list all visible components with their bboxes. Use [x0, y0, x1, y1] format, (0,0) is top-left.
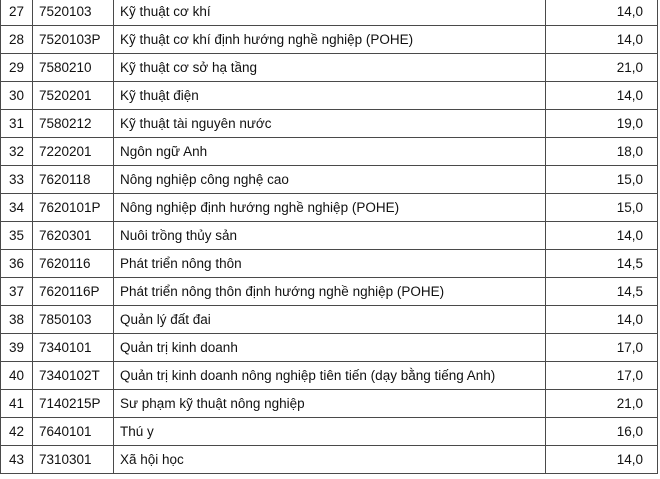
- table-row: [1, 306, 658, 334]
- major-name-cell: Phát triển nông thôn: [114, 250, 546, 278]
- major-name-cell: Thú y: [114, 418, 546, 446]
- table-row: [1, 250, 658, 278]
- row-number-cell: 34: [1, 194, 33, 222]
- row-number-cell: 40: [1, 362, 33, 390]
- score-cell: 14,0: [546, 446, 658, 474]
- major-name-cell: Ngôn ngữ Anh: [114, 138, 546, 166]
- score-cell: 14,0: [546, 222, 658, 250]
- major-name-cell: Nông nghiệp công nghệ cao: [114, 166, 546, 194]
- major-name-cell: Xã hội học: [114, 446, 546, 474]
- major-code-cell: 7620116: [33, 250, 114, 278]
- score-cell: 15,0: [546, 166, 658, 194]
- table-row: [1, 334, 658, 362]
- major-name-cell: Quản trị kinh doanh nông nghiệp tiên tiến (dạy bằng tiếng Anh): [114, 362, 546, 390]
- table-row: [1, 194, 658, 222]
- major-code-cell: 7340102T: [33, 362, 114, 390]
- table-row: [1, 418, 658, 446]
- score-cell: 14,0: [546, 26, 658, 54]
- row-number-cell: 38: [1, 306, 33, 334]
- score-cell: 14,0: [546, 82, 658, 110]
- score-cell: 17,0: [546, 334, 658, 362]
- row-number-cell: 36: [1, 250, 33, 278]
- table-row: [1, 446, 658, 474]
- major-code-cell: 7850103: [33, 306, 114, 334]
- major-name-cell: Phát triển nông thôn định hướng nghề nghiệp (POHE): [114, 278, 546, 306]
- major-name-cell: Kỹ thuật cơ khí định hướng nghề nghiệp (POHE): [114, 26, 546, 54]
- major-code-cell: 7580210: [33, 54, 114, 82]
- table-row: [1, 110, 658, 138]
- table-row: [1, 222, 658, 250]
- major-name-cell: Quản lý đất đai: [114, 306, 546, 334]
- major-name-cell: Kỹ thuật điện: [114, 82, 546, 110]
- row-number-cell: 29: [1, 54, 33, 82]
- row-number-cell: 30: [1, 82, 33, 110]
- major-name-cell: Nông nghiệp định hướng nghề nghiệp (POHE): [114, 194, 546, 222]
- table-row: [1, 138, 658, 166]
- table-row: [1, 362, 658, 390]
- table-row: [1, 0, 658, 26]
- row-number-cell: 31: [1, 110, 33, 138]
- major-code-cell: 7520103: [33, 0, 114, 26]
- table-row: [1, 26, 658, 54]
- row-number-cell: 33: [1, 166, 33, 194]
- major-name-cell: Nuôi trồng thủy sản: [114, 222, 546, 250]
- major-code-cell: 7220201: [33, 138, 114, 166]
- row-number-cell: 43: [1, 446, 33, 474]
- score-cell: 14,0: [546, 306, 658, 334]
- major-name-cell: Kỹ thuật cơ sở hạ tầng: [114, 54, 546, 82]
- major-code-cell: 7140215P: [33, 390, 114, 418]
- score-cell: 21,0: [546, 54, 658, 82]
- score-cell: 21,0: [546, 390, 658, 418]
- major-code-cell: 7640101: [33, 418, 114, 446]
- score-cell: 19,0: [546, 110, 658, 138]
- major-name-cell: Kỹ thuật cơ khí: [114, 0, 546, 26]
- score-cell: 16,0: [546, 418, 658, 446]
- table-row: [1, 82, 658, 110]
- score-cell: 14,0: [546, 0, 658, 26]
- major-code-cell: 7520201: [33, 82, 114, 110]
- table-row: [1, 390, 658, 418]
- major-code-cell: 7620116P: [33, 278, 114, 306]
- major-code-cell: 7520103P: [33, 26, 114, 54]
- major-code-cell: 7340101: [33, 334, 114, 362]
- score-cell: 14,5: [546, 278, 658, 306]
- major-code-cell: 7620301: [33, 222, 114, 250]
- major-code-cell: 7620118: [33, 166, 114, 194]
- table-row: [1, 278, 658, 306]
- row-number-cell: 32: [1, 138, 33, 166]
- major-code-cell: 7580212: [33, 110, 114, 138]
- row-number-cell: 42: [1, 418, 33, 446]
- row-number-cell: 28: [1, 26, 33, 54]
- major-code-cell: 7620101P: [33, 194, 114, 222]
- table-row: [1, 54, 658, 82]
- score-cell: 17,0: [546, 362, 658, 390]
- row-number-cell: 39: [1, 334, 33, 362]
- row-number-cell: 37: [1, 278, 33, 306]
- row-number-cell: 35: [1, 222, 33, 250]
- major-name-cell: Sư phạm kỹ thuật nông nghiệp: [114, 390, 546, 418]
- major-name-cell: Quản trị kinh doanh: [114, 334, 546, 362]
- score-cell: 18,0: [546, 138, 658, 166]
- row-number-cell: 41: [1, 390, 33, 418]
- major-code-cell: 7310301: [33, 446, 114, 474]
- score-cell: 14,5: [546, 250, 658, 278]
- major-name-cell: Kỹ thuật tài nguyên nước: [114, 110, 546, 138]
- row-number-cell: 27: [1, 0, 33, 26]
- table-row: [1, 166, 658, 194]
- score-cell: 15,0: [546, 194, 658, 222]
